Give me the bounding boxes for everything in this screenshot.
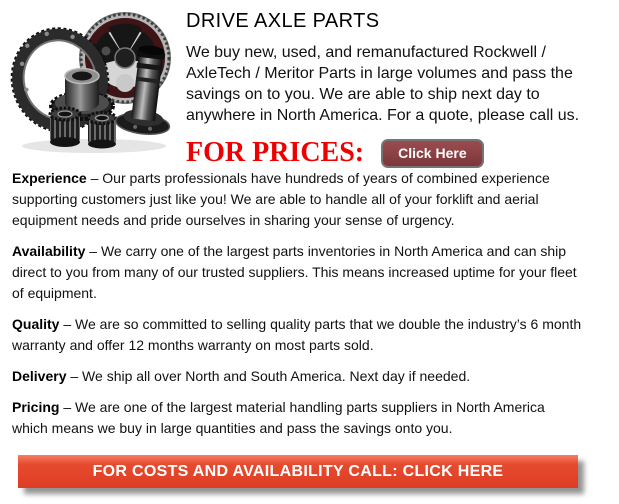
features-list (12, 168, 582, 449)
feature-text: – We carry one of the largest parts inventories in North America and can ship direct to you from many of our trusted suppliers. This means increased uptime for your fleet of equipment. (12, 243, 577, 301)
feature-pricing (12, 397, 582, 439)
feature-term: Delivery (12, 368, 67, 384)
feature-experience (12, 168, 582, 231)
feature-term: Experience (12, 170, 87, 186)
prices-row (186, 137, 610, 169)
feature-text: – We are one of the largest material handling parts suppliers in North America which means we buy in large quantities and pass the savings onto you. (12, 399, 545, 436)
feature-availability (12, 241, 582, 304)
for-prices-label: FOR PRICES: (186, 137, 365, 168)
feature-text: – We are so committed to selling quality parts that we double the industry’s 6 month warranty and offer 12 months warranty on most parts sold. (12, 316, 582, 353)
feature-term: Availability (12, 243, 86, 259)
feature-text: – Our parts professionals have hundreds of years of combined experience supporting customers just like you! We are able to handle all of your forklift and aerial equipment needs and pride ourselves in sharing your sense of urgency. (12, 170, 550, 228)
page-title: DRIVE AXLE PARTS (186, 10, 380, 32)
intro-paragraph: We buy new, used, and remanufactured Rockwell / AxleTech / Meritor Parts in large volumes and pass the savings on to you. We are able to ship next day to anywhere in North America. For a quote, please call us. (186, 44, 580, 124)
feature-quality (12, 314, 582, 356)
prices-click-here-button[interactable]: Click Here (381, 139, 483, 168)
feature-text: – We ship all over North and South America. Next day if needed. (70, 368, 471, 384)
feature-term: Pricing (12, 399, 60, 415)
feature-delivery (12, 366, 582, 387)
costs-availability-banner[interactable]: FOR COSTS AND AVAILABILITY CALL: CLICK HERE (18, 455, 578, 488)
feature-term: Quality (12, 316, 60, 332)
product-photo (8, 6, 180, 156)
header (186, 10, 610, 169)
